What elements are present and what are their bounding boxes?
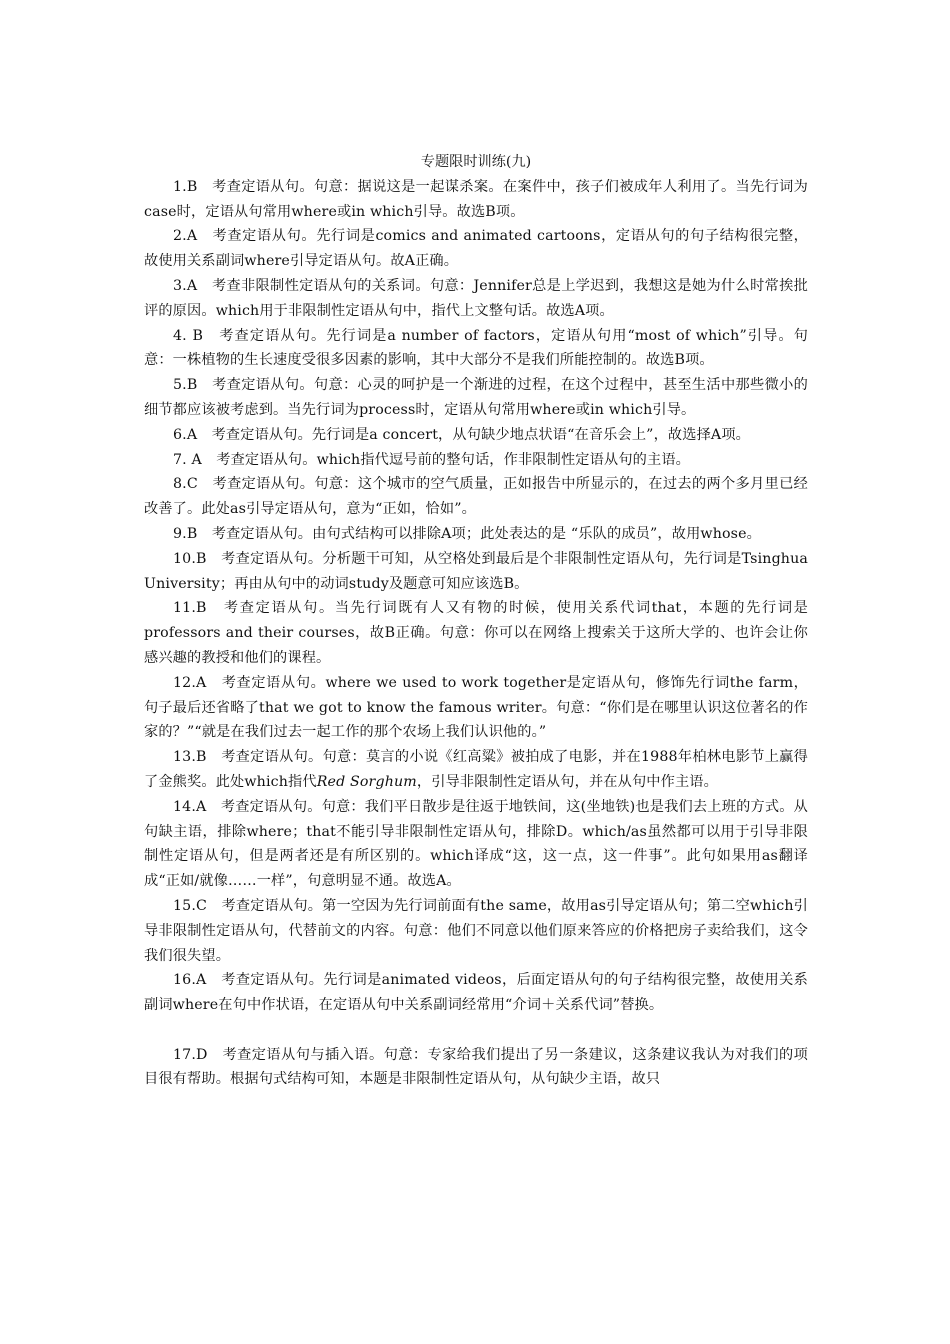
answer-item-15: 15.C 考查定语从句。第一空因为先行词前面有the same，故用as引导定语从句；第二空which引导非限制性定语从句，代替前文的内容。句意：他们不同意以他们原来答应的价格把房子卖给我们，这令我们很失望。 <box>144 897 808 964</box>
answer-item-9: 9.B 考查定语从句。由句式结构可以排除A项；此处表达的是 “乐队的成员”，故用whose。 <box>173 525 762 542</box>
answer-item-6: 6.A 考查定语从句。先行词是a concert，从句缺少地点状语“在音乐会上”，故选择A项。 <box>173 426 751 443</box>
answer-item-14: 14.A 考查定语从句。句意：我们平日散步是往返于地铁间，这(坐地铁)也是我们去上班的方式。从句缺主语，排除where；that不能引导非限制性定语从句，排除D。which/as虽然都可以用于引导非限制性定语从句，但是两者还是有所区别的。which译成“这，这一点，这一件事”。此句如果用as翻译成“正如/就像……一样”，句意明显不通。故选A。 <box>144 798 808 890</box>
answer-item-7: 7. A 考查定语从句。which指代逗号前的整句话，作非限制性定语从句的主语。 <box>173 451 691 468</box>
answer-item-13-text-end: ，引导非限制性定语从句，并在从句中作主语。 <box>416 773 718 790</box>
page-title: 专题限时训练(九) <box>420 154 532 170</box>
paragraph-gap <box>144 1018 808 1043</box>
answer-item-13 <box>144 745 808 795</box>
answer-item-5: 5.B 考查定语从句。句意：心灵的呵护是一个渐进的过程，在这个过程中，甚至生活中那些微小的细节都应该被考虑到。当先行词为process时，定语从句常用where或in which引导。 <box>144 377 808 418</box>
answer-document <box>144 150 808 1092</box>
answer-item-13-text-start: 13.B 考查定语从句。句意：莫言的小说《红高粱》被拍成了电影，并在1988年柏林电影节上赢得了金熊奖。此处which指代 <box>144 749 808 790</box>
answer-item-11: 11.B 考查定语从句。当先行词既有人又有物的时候，使用关系代词that，本题的先行词是professors and their courses，故B正确。句意：你可以在网络上搜索关于这所大学的、也许会让你感兴趣的教授和他们的课程。 <box>144 600 808 666</box>
answer-item-4: 4. B 考查定语从句。先行词是a number of factors，定语从句用“most of which”引导。句意：一株植物的生长速度受很多因素的影响，其中大部分不是我们所能控制的。故选B项。 <box>144 327 808 369</box>
answer-item-13-italic-title: Red Sorghum <box>316 773 417 790</box>
answer-item-2: 2.A 考查定语从句。先行词是comics and animated cartoons，定语从句的句子结构很完整，故使用关系副词where引导定语从句。故A正确。 <box>144 228 808 270</box>
answer-item-17: 17.D 考查定语从句与插入语。句意：专家给我们提出了另一条建议，这条建议我认为对我们的项目很有帮助。根据句式结构可知，本题是非限制性定语从句，从句缺少主语，故只 <box>144 1046 808 1088</box>
answer-item-12: 12.A 考查定语从句。where we used to work together是定语从句，修饰先行词the farm，句子最后还省略了that we got to know the famous writer。句意：“你们是在哪里认识这位著名的作家的？”“就是在我们过去一起工作的那个农场上我们认识他的。” <box>144 674 808 741</box>
answer-item-1: 1.B 考查定语从句。句意：据说这是一起谋杀案。在案件中，孩子们被成年人利用了。当先行词为case时，定语从句常用where或in which引导。故选B项。 <box>144 178 808 220</box>
answer-item-8: 8.C 考查定语从句。句意：这个城市的空气质量，正如报告中所显示的，在过去的两个多月里已经改善了。此处as引导定语从句，意为“正如，恰如”。 <box>144 476 808 518</box>
answer-item-3: 3.A 考查非限制性定语从句的关系词。句意：Jennifer总是上学迟到，我想这是她为什么时常挨批评的原因。which用于非限制性定语从句中，指代上文整句话。故选A项。 <box>144 277 808 319</box>
answer-item-10: 10.B 考查定语从句。分析题干可知，从空格处到最后是个非限制性定语从句，先行词是Tsinghua University；再由从句中的动词study及题意可知应该选B。 <box>144 550 808 592</box>
answer-item-16: 16.A 考查定语从句。先行词是animated videos，后面定语从句的句子结构很完整，故使用关系副词where在句中作状语，在定语从句中关系副词经常用“介词＋关系代词”替换。 <box>144 972 808 1014</box>
